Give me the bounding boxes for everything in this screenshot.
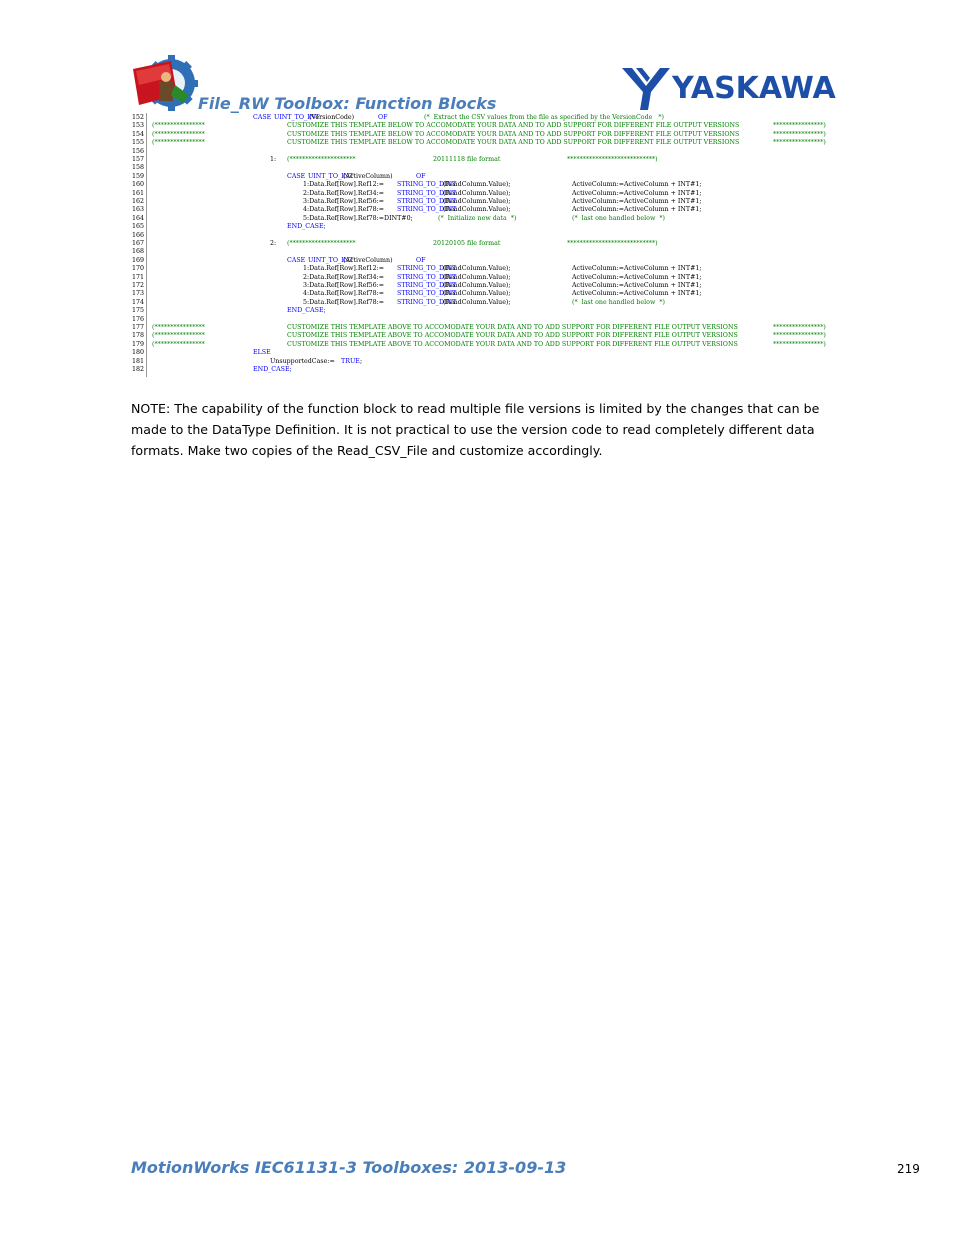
code-keyword: STRING_TO_DINT	[397, 290, 457, 298]
code-line	[131, 206, 845, 214]
code-line	[131, 114, 845, 122]
code-keyword: CASE	[287, 256, 308, 264]
code-line	[131, 341, 845, 349]
code-comment: 20111118 file format	[433, 156, 501, 163]
code-line	[131, 198, 845, 206]
line-number: 157	[132, 156, 145, 163]
code-line	[131, 139, 845, 147]
code-text: (ReadColumn.Value);	[443, 290, 511, 298]
code-comment: ****************)	[773, 340, 826, 348]
code-text: ActiveColumn:=ActiveColumn + INT#1;	[572, 206, 702, 214]
brand-wordmark: YASKAWA	[672, 71, 836, 106]
code-comment: (****************	[152, 332, 205, 340]
code-line	[131, 232, 845, 240]
code-line	[131, 299, 845, 307]
line-number: 153	[132, 122, 145, 130]
code-keyword: END_CASE;	[287, 307, 326, 315]
code-keyword: END_CASE;	[287, 223, 326, 231]
code-keyword: STRING_TO_DINT	[397, 282, 457, 289]
note-line: NOTE: The capability of the function block to read multiple file versions is limited by the changes that can be	[131, 401, 820, 416]
code-text: (ReadColumn.Value);	[443, 198, 511, 205]
line-number: 171	[132, 273, 145, 281]
code-comment: ****************)	[773, 324, 826, 331]
code-text: 4:Data.Ref[Row].Ref78:=	[303, 206, 385, 214]
code-comment: ****************)	[773, 130, 826, 138]
code-comment: ****************************)	[567, 156, 658, 163]
line-number: 180	[132, 349, 145, 357]
code-text: (ReadColumn.Value);	[443, 282, 511, 289]
code-listing	[131, 113, 845, 377]
note-line: formats. Make two copies of the Read_CSV_File and customize accordingly.	[131, 443, 603, 458]
code-keyword: OF	[416, 172, 426, 180]
code-text: 5:Data.Ref[Row].Ref78:=	[303, 298, 385, 306]
code-text: 3:Data.Ref[Row].Ref56:=	[303, 282, 385, 289]
code-text: ActiveColumn:=ActiveColumn + INT#1;	[572, 189, 702, 197]
code-keyword: OF	[378, 114, 388, 121]
code-keyword: STRING_TO_DINT	[397, 189, 457, 197]
code-line	[131, 223, 845, 231]
line-number: 158	[132, 164, 145, 172]
code-line	[131, 307, 845, 315]
code-keyword: STRING_TO_DINT	[397, 273, 457, 281]
line-number: 182	[132, 366, 145, 373]
code-keyword: ELSE	[253, 349, 271, 357]
code-comment: CUSTOMIZE THIS TEMPLATE ABOVE TO ACCOMODATE YOUR DATA AND TO ADD SUPPORT FOR DIFFERENT FILE OUTPUT VERSIONS	[287, 332, 738, 340]
line-number: 178	[132, 332, 145, 340]
note-paragraph	[131, 398, 831, 461]
line-number: 152	[132, 114, 145, 121]
code-text: ActiveColumn:=ActiveColumn + INT#1;	[572, 265, 702, 273]
code-line	[131, 122, 845, 130]
code-comment: (*********************	[287, 240, 356, 247]
code-line	[131, 332, 845, 340]
line-number: 161	[132, 189, 145, 197]
line-number: 167	[132, 240, 145, 247]
page-title: File_RW Toolbox: Function Blocks	[198, 94, 497, 113]
code-comment: (****************	[152, 122, 205, 130]
code-comment: ****************)	[773, 139, 826, 147]
code-keyword: CASE	[287, 172, 308, 180]
code-text: (ReadColumn.Value);	[443, 298, 511, 306]
code-keyword: OF	[416, 256, 426, 264]
code-line	[131, 324, 845, 332]
code-text: 5:Data.Ref[Row].Ref78:=DINT#0;	[303, 214, 413, 222]
note-line: made to the DataType Definition. It is not practical to use the version code to read completely different data	[131, 422, 815, 437]
line-number: 164	[132, 214, 145, 222]
line-number: 170	[132, 265, 145, 273]
code-comment: (****************	[152, 139, 205, 147]
code-text: (ActiveColumn)	[343, 256, 393, 264]
code-text: 1:Data.Ref[Row].Ref12:=	[303, 181, 385, 189]
code-text: (ReadColumn.Value);	[443, 189, 511, 197]
code-keyword: STRING_TO_DINT	[397, 265, 457, 273]
line-number: 177	[132, 324, 145, 331]
code-keyword: UINT_TO_INT	[308, 256, 354, 264]
toolbox-logo	[131, 55, 201, 113]
line-number: 172	[132, 282, 145, 289]
code-text: 2:	[270, 240, 277, 247]
code-comment: ****************)	[773, 332, 826, 340]
code-comment: (* last one handled below *)	[572, 298, 665, 306]
code-comment: (* last one handled below *)	[572, 214, 665, 222]
code-line	[131, 316, 845, 324]
code-line	[131, 156, 845, 164]
code-text: UnsupportedCase:=	[270, 357, 335, 365]
code-line	[131, 240, 845, 248]
code-line	[131, 257, 845, 265]
code-line	[131, 248, 845, 256]
code-text: ActiveColumn:=ActiveColumn + INT#1;	[572, 282, 702, 289]
code-keyword: TRUE	[341, 357, 360, 365]
code-text: 2:Data.Ref[Row].Ref34:=	[303, 273, 385, 281]
line-number: 163	[132, 206, 145, 214]
code-text: (ReadColumn.Value);	[443, 206, 511, 214]
line-number: 175	[132, 307, 145, 315]
line-number: 181	[132, 357, 145, 365]
code-keyword: UINT_TO_INT	[274, 114, 320, 121]
code-text: 1:	[270, 156, 277, 163]
line-number: 176	[132, 315, 145, 323]
code-comment: (* Extract the CSV values from the file as specified by the VersionCode *)	[424, 114, 664, 121]
code-line	[131, 215, 845, 223]
code-line	[131, 164, 845, 172]
line-number: 174	[132, 298, 145, 306]
code-line	[131, 274, 845, 282]
code-line	[131, 148, 845, 156]
line-number: 169	[132, 256, 145, 264]
code-text: ActiveColumn:=ActiveColumn + INT#1;	[572, 181, 702, 189]
code-text: ActiveColumn:=ActiveColumn + INT#1;	[572, 290, 702, 298]
code-comment: (*********************	[287, 156, 356, 163]
code-keyword: END_CASE;	[253, 366, 292, 373]
code-keyword: CASE	[253, 114, 274, 121]
code-comment: (* Initialize new data *)	[438, 214, 517, 222]
line-number: 165	[132, 223, 145, 231]
code-line	[131, 181, 845, 189]
line-number: 173	[132, 290, 145, 298]
code-comment: CUSTOMIZE THIS TEMPLATE BELOW TO ACCOMODATE YOUR DATA AND TO ADD SUPPORT FOR DIFFERENT FILE OUTPUT VERSIONS	[287, 122, 740, 130]
line-number: 154	[132, 130, 145, 138]
code-keyword: STRING_TO_DINT	[397, 206, 457, 214]
code-line	[131, 290, 845, 298]
yaskawa-logo	[622, 66, 844, 110]
code-text: (ReadColumn.Value);	[443, 181, 511, 189]
line-number: 159	[132, 172, 145, 180]
code-line	[131, 366, 845, 374]
line-number: 155	[132, 139, 145, 147]
line-number: 162	[132, 198, 145, 205]
line-number: 160	[132, 181, 145, 189]
line-number: 166	[132, 231, 145, 239]
code-line	[131, 131, 845, 139]
code-line	[131, 173, 845, 181]
line-number: 168	[132, 248, 145, 256]
code-text: ;	[360, 357, 363, 365]
code-keyword: STRING_TO_DINT	[397, 181, 457, 189]
code-text: (VersionCode)	[309, 114, 355, 121]
code-comment: ****************)	[773, 122, 826, 130]
code-comment: ****************************)	[567, 240, 658, 247]
code-keyword: UINT_TO_INT	[308, 172, 354, 180]
line-number: 156	[132, 147, 145, 155]
code-comment: CUSTOMIZE THIS TEMPLATE BELOW TO ACCOMODATE YOUR DATA AND TO ADD SUPPORT FOR DIFFERENT FILE OUTPUT VERSIONS	[287, 139, 740, 147]
code-line	[131, 358, 845, 366]
code-text: (ActiveColumn)	[343, 172, 393, 180]
code-text: 1:Data.Ref[Row].Ref12:=	[303, 265, 385, 273]
code-line	[131, 265, 845, 273]
code-comment: CUSTOMIZE THIS TEMPLATE BELOW TO ACCOMODATE YOUR DATA AND TO ADD SUPPORT FOR DIFFERENT FILE OUTPUT VERSIONS	[287, 130, 740, 138]
code-comment: (****************	[152, 340, 205, 348]
code-text: 4:Data.Ref[Row].Ref78:=	[303, 290, 385, 298]
page-number: 219	[897, 1162, 920, 1176]
code-keyword: STRING_TO_DINT	[397, 198, 457, 205]
code-keyword: STRING_TO_DINT	[397, 298, 457, 306]
code-text: (ReadColumn.Value);	[443, 273, 511, 281]
code-text: ActiveColumn:=ActiveColumn + INT#1;	[572, 273, 702, 281]
code-comment: CUSTOMIZE THIS TEMPLATE ABOVE TO ACCOMODATE YOUR DATA AND TO ADD SUPPORT FOR DIFFERENT FILE OUTPUT VERSIONS	[287, 340, 738, 348]
code-comment: CUSTOMIZE THIS TEMPLATE ABOVE TO ACCOMODATE YOUR DATA AND TO ADD SUPPORT FOR DIFFERENT FILE OUTPUT VERSIONS	[287, 324, 738, 331]
code-text: ActiveColumn:=ActiveColumn + INT#1;	[572, 198, 702, 205]
code-line	[131, 282, 845, 290]
code-text: (ReadColumn.Value);	[443, 265, 511, 273]
code-comment: 20120105 file format	[433, 240, 501, 247]
code-text: 2:Data.Ref[Row].Ref34:=	[303, 189, 385, 197]
code-line	[131, 190, 845, 198]
code-line	[131, 349, 845, 357]
footer-title: MotionWorks IEC61131-3 Toolboxes: 2013-09-13	[131, 1158, 567, 1177]
code-text: 3:Data.Ref[Row].Ref56:=	[303, 198, 385, 205]
code-comment: (****************	[152, 130, 205, 138]
code-comment: (****************	[152, 324, 205, 331]
line-number: 179	[132, 340, 145, 348]
